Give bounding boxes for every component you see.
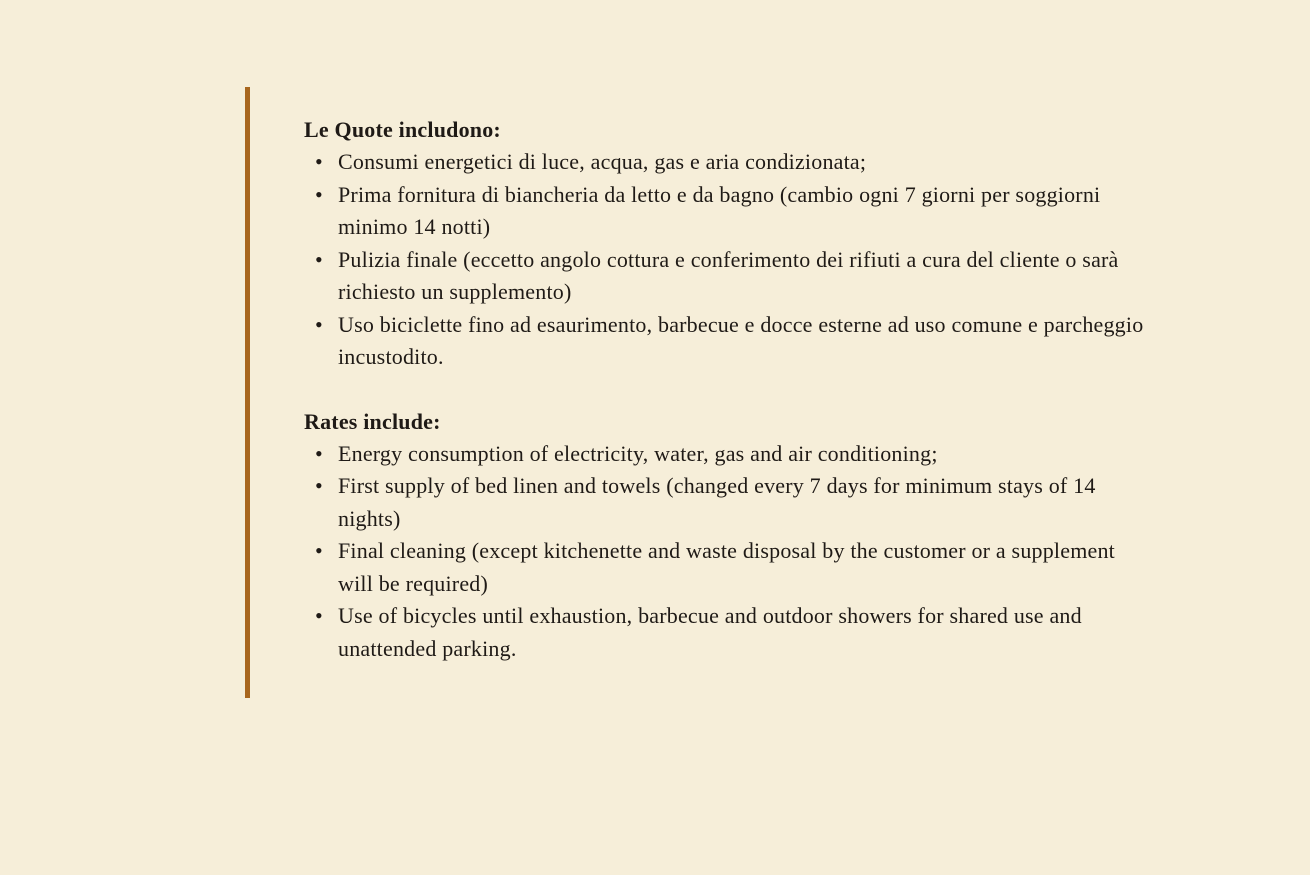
list-item bbox=[304, 309, 1154, 374]
list-item-text: Final cleaning (except kitchenette and waste disposal by the customer or a supplement will be required) bbox=[338, 538, 1115, 596]
list-item-text: Use of bicycles until exhaustion, barbecue and outdoor showers for shared use and unattended parking. bbox=[338, 603, 1082, 661]
list-item-text: Prima fornitura di biancheria da letto e da bagno (cambio ogni 7 giorni per soggiorni minimo 14 notti) bbox=[338, 181, 1101, 239]
bullet-icon: • bbox=[315, 440, 323, 466]
list-item bbox=[304, 438, 1154, 471]
italian-section-title: Le Quote includono: bbox=[304, 117, 501, 142]
list-item-text: First supply of bed linen and towels (changed every 7 days for minimum stays of 14 nights) bbox=[338, 473, 1096, 531]
list-item bbox=[304, 179, 1154, 244]
list-item-text: Consumi energetici di luce, acqua, gas e aria condizionata; bbox=[338, 149, 867, 174]
section-spacer bbox=[304, 374, 1154, 406]
bullet-icon: • bbox=[315, 246, 323, 272]
bullet-icon: • bbox=[315, 311, 323, 337]
rates-info-block bbox=[304, 114, 1154, 665]
list-item bbox=[304, 146, 1154, 179]
english-inclusions-list bbox=[304, 438, 1154, 666]
list-item-text: Uso biciclette fino ad esaurimento, barbecue e docce esterne ad uso comune e parcheggio incustodito. bbox=[338, 311, 1144, 369]
list-item-text: Pulizia finale (eccetto angolo cottura e conferimento dei rifiuti a cura del cliente o sarà richiesto un supplemento) bbox=[338, 246, 1119, 304]
bullet-icon: • bbox=[315, 181, 323, 207]
bullet-icon: • bbox=[315, 149, 323, 174]
list-item bbox=[304, 535, 1154, 600]
bullet-icon: • bbox=[315, 603, 323, 628]
bullet-icon: • bbox=[315, 473, 323, 498]
accent-bar bbox=[245, 87, 250, 698]
list-item bbox=[304, 244, 1154, 309]
english-section-title: Rates include: bbox=[304, 408, 441, 434]
list-item bbox=[304, 600, 1154, 665]
italian-inclusions-list bbox=[304, 146, 1154, 374]
list-item bbox=[304, 470, 1154, 535]
list-item-text: Energy consumption of electricity, water, gas and air conditioning; bbox=[338, 440, 938, 466]
bullet-icon: • bbox=[315, 538, 323, 563]
